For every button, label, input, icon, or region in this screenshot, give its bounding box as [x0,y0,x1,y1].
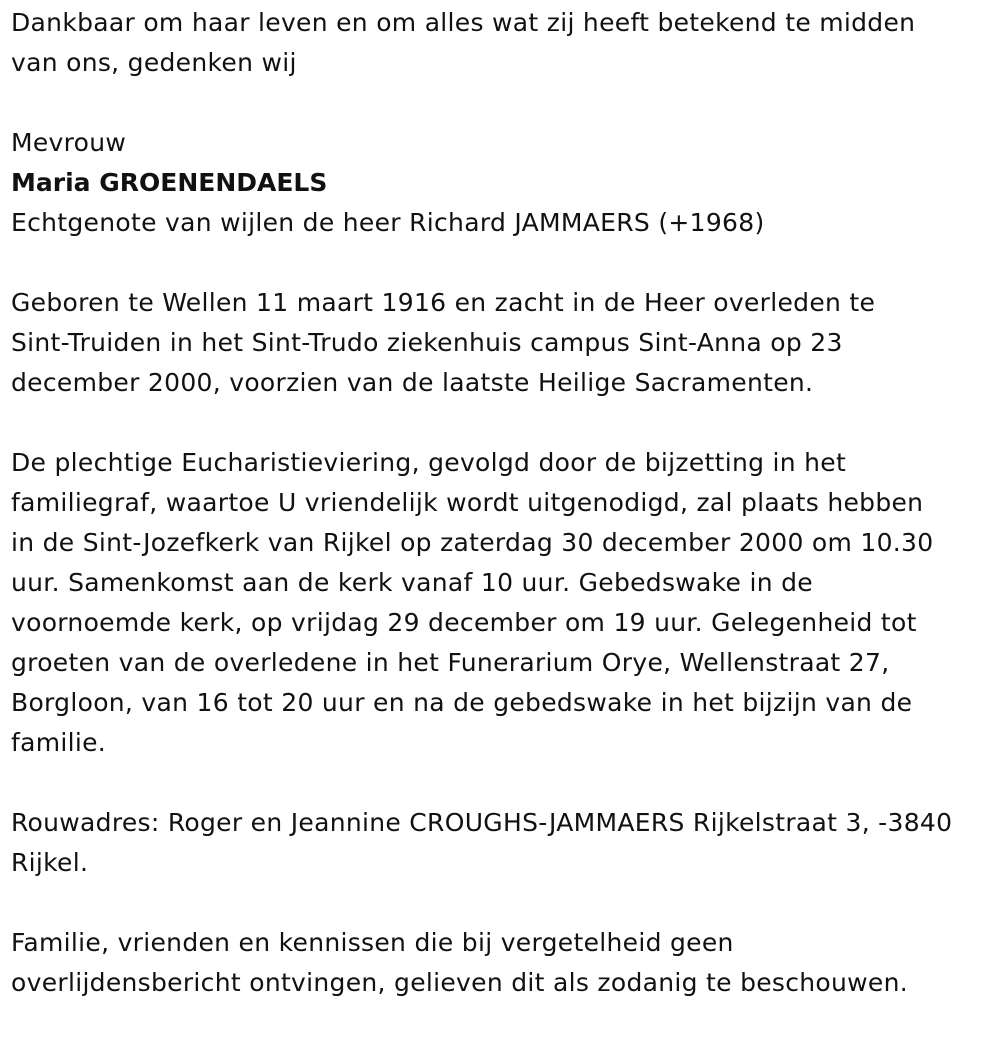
ceremony-paragraph [11,443,991,763]
spacer [11,763,991,803]
birth-death-paragraph [11,283,991,403]
mourning-address-paragraph [11,803,991,883]
spacer [11,83,991,123]
ceremony-line-8: familie. [11,728,107,757]
deceased-name [11,163,991,203]
spacer [11,403,991,443]
spouse-note-text: Echtgenote van wijlen de heer Richard JAMMAERS (+1968) [11,208,765,237]
ceremony-line-1: De plechtige Eucharistieviering, gevolgd door de bijzetting in het [11,448,847,477]
birth-death-line-1: Geboren te Wellen 11 maart 1916 en zacht in de Heer overleden te [11,288,876,317]
ceremony-line-7: Borgloon, van 16 tot 20 uur en na de gebedswake in het bijzijn van de [11,688,913,717]
closing-paragraph [11,923,991,1003]
closing-line-2: overlijdensbericht ontvingen, gelieven dit als zodanig te beschouwen. [11,968,908,997]
salutation-text: Mevrouw [11,128,127,157]
spacer [11,243,991,283]
ceremony-line-4: uur. Samenkomst aan de kerk vanaf 10 uur. Gebedswake in de [11,568,813,597]
mourning-address-line-1: Rouwadres: Roger en Jeannine CROUGHS-JAMMAERS Rijkelstraat 3, -3840 [11,808,953,837]
ceremony-line-2: familiegraf, waartoe U vriendelijk wordt uitgenodigd, zal plaats hebben [11,488,924,517]
obituary-document [11,3,991,1003]
ceremony-line-6: groeten van de overledene in het Funerarium Orye, Wellenstraat 27, [11,648,890,677]
birth-death-line-3: december 2000, voorzien van de laatste Heilige Sacramenten. [11,368,814,397]
birth-death-line-2: Sint-Truiden in het Sint-Trudo ziekenhuis campus Sint-Anna op 23 [11,328,843,357]
ceremony-line-3: in de Sint-Jozefkerk van Rijkel op zaterdag 30 december 2000 om 10.30 [11,528,934,557]
salutation [11,123,991,163]
mourning-address-line-2: Rijkel. [11,848,89,877]
spouse-note [11,203,991,243]
deceased-name-text: Maria GROENENDAELS [11,168,328,197]
intro-paragraph [11,3,991,83]
spacer [11,883,991,923]
intro-line-2: van ons, gedenken wij [11,48,297,77]
ceremony-line-5: voornoemde kerk, op vrijdag 29 december om 19 uur. Gelegenheid tot [11,608,917,637]
closing-line-1: Familie, vrienden en kennissen die bij vergetelheid geen [11,928,734,957]
intro-line-1: Dankbaar om haar leven en om alles wat zij heeft betekend te midden [11,8,916,37]
